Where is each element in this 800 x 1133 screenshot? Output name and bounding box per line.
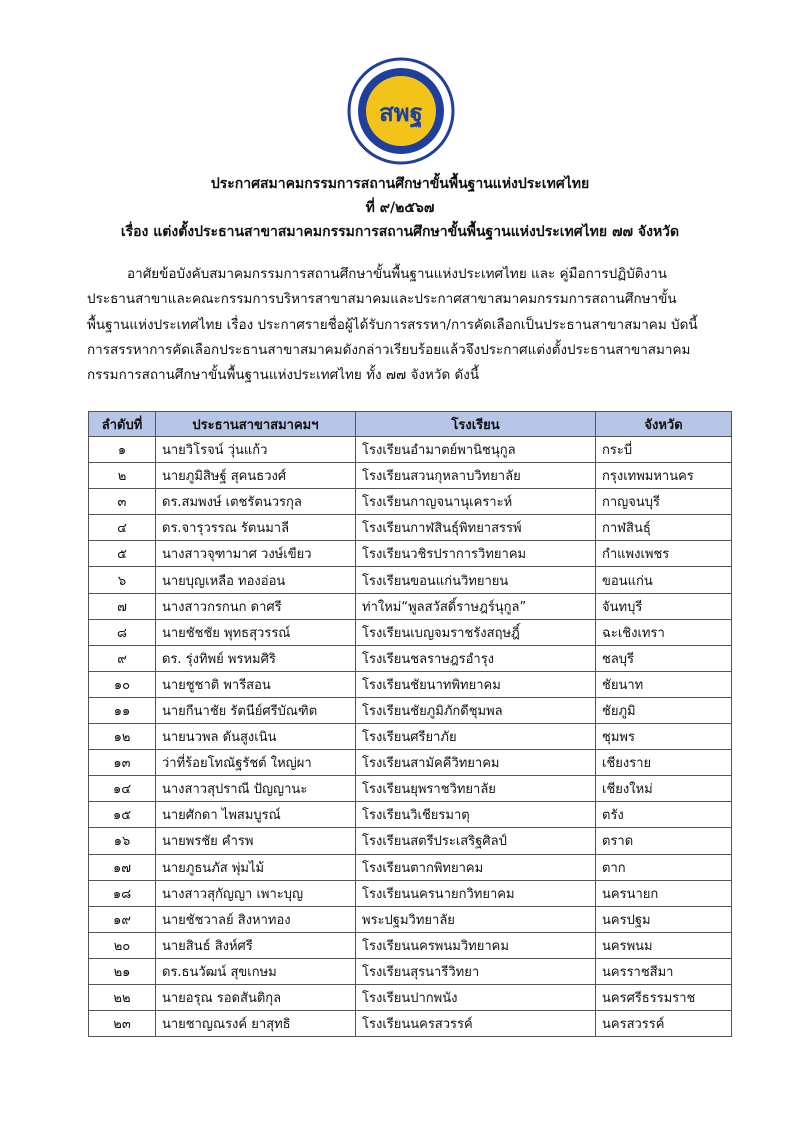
body-line: การสรรหาการคัดเลือกประธานสาขาสมาคมดังกล่าวเรียบร้อยแล้วจึงประกาศแต่งตั้งประธานสาขาสมาคม bbox=[87, 341, 691, 358]
row-province: นครนายก bbox=[596, 880, 732, 906]
announcement-number: ที่ ๙/๒๕๖๗ bbox=[365, 200, 435, 216]
table-row bbox=[89, 697, 732, 723]
row-province: ชัยนาท bbox=[596, 671, 732, 697]
body-line: พื้นฐานแห่งประเทศไทย เรื่อง ประกาศรายชื่อผู้ได้รับการสรรหา/การคัดเลือกเป็นประธานสาขาสมาคม บัดนี้ bbox=[87, 316, 698, 333]
table-row bbox=[89, 645, 732, 671]
announcement-title: ประกาศสมาคมกรรมการสถานศึกษาขั้นพื้นฐานแห่งประเทศไทย bbox=[210, 176, 590, 192]
table-row bbox=[89, 906, 732, 932]
row-order: ๑ bbox=[89, 437, 156, 463]
body-line: ประธานสาขาและคณะกรรมการบริหารสาขาสมาคมและประกาศสาขาสมาคมกรรมการสถานศึกษาขั้น bbox=[87, 291, 677, 308]
row-school: โรงเรียนกาญจนานุเคราะห์ bbox=[356, 489, 596, 515]
table-row bbox=[89, 541, 732, 567]
row-order: ๑๓ bbox=[89, 750, 156, 776]
row-order: ๑๗ bbox=[89, 854, 156, 880]
table-row bbox=[89, 828, 732, 854]
row-province: จันทบุรี bbox=[596, 593, 732, 619]
row-school: โรงเรียนศรียาภัย bbox=[356, 724, 596, 750]
table-row bbox=[89, 593, 732, 619]
row-province: ชลบุรี bbox=[596, 645, 732, 671]
row-president: ดร.สมพงษ์ เตชรัตนวรกุล bbox=[156, 489, 356, 515]
row-order: ๕ bbox=[89, 541, 156, 567]
row-president: นายชูชาติ พารีสอน bbox=[156, 671, 356, 697]
header-province: จังหวัด bbox=[596, 412, 732, 437]
table-body bbox=[89, 437, 732, 1037]
table-row bbox=[89, 515, 732, 541]
table-row bbox=[89, 619, 732, 645]
row-province: ชุมพร bbox=[596, 724, 732, 750]
row-school: ท่าใหม่“พูลสวัสดิ์ราษฎร์นุกูล” bbox=[356, 593, 596, 619]
row-province: กำแพงเพชร bbox=[596, 541, 732, 567]
logo-text: สพฐ bbox=[379, 99, 423, 127]
row-president: นางสาวกรกนก ดาศรี bbox=[156, 593, 356, 619]
row-order: ๒ bbox=[89, 463, 156, 489]
row-order: ๒๓ bbox=[89, 1011, 156, 1037]
row-school: โรงเรียนสวนกุหลาบวิทยาลัย bbox=[356, 463, 596, 489]
row-order: ๒๒ bbox=[89, 984, 156, 1010]
row-order: ๖ bbox=[89, 567, 156, 593]
row-school: โรงเรียนนครนายกวิทยาคม bbox=[356, 880, 596, 906]
row-order: ๗ bbox=[89, 593, 156, 619]
row-order: ๑๒ bbox=[89, 724, 156, 750]
row-order: ๑๐ bbox=[89, 671, 156, 697]
row-order: ๑๕ bbox=[89, 802, 156, 828]
table-row bbox=[89, 567, 732, 593]
row-province: ฉะเชิงเทรา bbox=[596, 619, 732, 645]
row-order: ๘ bbox=[89, 619, 156, 645]
table-row bbox=[89, 489, 732, 515]
row-president: นายบุญเหลือ ทองอ่อน bbox=[156, 567, 356, 593]
row-order: ๑๔ bbox=[89, 776, 156, 802]
row-school: โรงเรียนวิเชียรมาตุ bbox=[356, 802, 596, 828]
row-president: นายนวพล ดันสูงเนิน bbox=[156, 724, 356, 750]
row-province: กาฬสินธุ์ bbox=[596, 515, 732, 541]
row-order: ๙ bbox=[89, 645, 156, 671]
row-province: ตราด bbox=[596, 828, 732, 854]
table-row bbox=[89, 463, 732, 489]
row-president: นายวิโรจน์ วุ่นแก้ว bbox=[156, 437, 356, 463]
row-province: ชัยภูมิ bbox=[596, 697, 732, 723]
row-order: ๑๙ bbox=[89, 906, 156, 932]
row-president: ดร. รุ่งทิพย์ พรหมศิริ bbox=[156, 645, 356, 671]
row-president: นายพรชัย คำรพ bbox=[156, 828, 356, 854]
announcement-body bbox=[87, 262, 727, 388]
row-president: นางสาวสุกัญญา เพาะบุญ bbox=[156, 880, 356, 906]
row-order: ๑๖ bbox=[89, 828, 156, 854]
table-row bbox=[89, 671, 732, 697]
row-school: โรงเรียนกาฬสินธุ์พิทยาสรรพ์ bbox=[356, 515, 596, 541]
row-province: ตรัง bbox=[596, 802, 732, 828]
row-province: นครพนม bbox=[596, 932, 732, 958]
table-row bbox=[89, 750, 732, 776]
row-province: ขอนแก่น bbox=[596, 567, 732, 593]
seal-icon bbox=[347, 57, 455, 165]
body-line: อาศัยข้อบังคับสมาคมกรรมการสถานศึกษาขั้นพื้นฐานแห่งประเทศไทย และ คู่มือการปฏิบัติงาน bbox=[127, 266, 667, 282]
row-school: โรงเรียนตากพิทยาคม bbox=[356, 854, 596, 880]
row-president: นายชัชวาลย์ สิงหาทอง bbox=[156, 906, 356, 932]
row-school: โรงเรียนขอนแก่นวิทยายน bbox=[356, 567, 596, 593]
row-school: โรงเรียนสุรนารีวิทยา bbox=[356, 958, 596, 984]
logo-seal bbox=[347, 57, 455, 165]
row-school: โรงเรียนชัยภูมิภักดีชุมพล bbox=[356, 697, 596, 723]
row-order: ๒๐ bbox=[89, 932, 156, 958]
row-school: โรงเรียนนครสวรรค์ bbox=[356, 1011, 596, 1037]
row-order: ๓ bbox=[89, 489, 156, 515]
row-order: ๑๑ bbox=[89, 697, 156, 723]
row-school: โรงเรียนสามัคคีวิทยาคม bbox=[356, 750, 596, 776]
row-order: ๑๘ bbox=[89, 880, 156, 906]
row-president: นายอรุณ รอดสันติกุล bbox=[156, 984, 356, 1010]
table-header-row bbox=[89, 412, 732, 437]
table-row bbox=[89, 854, 732, 880]
row-province: กระบี่ bbox=[596, 437, 732, 463]
row-province: นครปฐม bbox=[596, 906, 732, 932]
row-school: โรงเรียนวชิรปราการวิทยาคม bbox=[356, 541, 596, 567]
row-province: กาญจนบุรี bbox=[596, 489, 732, 515]
row-president: ว่าที่ร้อยโทณัฐรัชต์ ใหญ่ผา bbox=[156, 750, 356, 776]
header-order: ลำดับที่ bbox=[89, 412, 156, 437]
row-order: ๒๑ bbox=[89, 958, 156, 984]
table-row bbox=[89, 724, 732, 750]
row-province: ตาก bbox=[596, 854, 732, 880]
row-province: นครราชสีมา bbox=[596, 958, 732, 984]
row-province: เชียงราย bbox=[596, 750, 732, 776]
table-row bbox=[89, 1011, 732, 1037]
row-president: นายชาญณรงค์ ยาสุทธิ bbox=[156, 1011, 356, 1037]
header-president: ประธานสาขาสมาคมฯ bbox=[156, 412, 356, 437]
row-president: นายสินธ์ สิงห์ศรี bbox=[156, 932, 356, 958]
row-school: โรงเรียนปากพนัง bbox=[356, 984, 596, 1010]
row-president: นายภูธนภัส พุ่มไม้ bbox=[156, 854, 356, 880]
table-row bbox=[89, 880, 732, 906]
row-school: โรงเรียนนครพนมวิทยาคม bbox=[356, 932, 596, 958]
row-province: นครสวรรค์ bbox=[596, 1011, 732, 1037]
table-row bbox=[89, 984, 732, 1010]
row-school: พระปฐมวิทยาลัย bbox=[356, 906, 596, 932]
row-president: นายชัชชัย พุทธสุวรรณ์ bbox=[156, 619, 356, 645]
row-president: นายกีนาชัย รัตนีย์ศรีบัณฑิต bbox=[156, 697, 356, 723]
appointee-table bbox=[88, 411, 732, 1037]
row-school: โรงเรียนชลราษฎรอำรุง bbox=[356, 645, 596, 671]
row-school: โรงเรียนสตรีประเสริฐศิลป์ bbox=[356, 828, 596, 854]
row-school: โรงเรียนเบญจมราชรังสฤษฎิ์ bbox=[356, 619, 596, 645]
row-president: นายศักดา ไพสมบูรณ์ bbox=[156, 802, 356, 828]
row-province: กรุงเทพมหานคร bbox=[596, 463, 732, 489]
row-order: ๔ bbox=[89, 515, 156, 541]
header-school: โรงเรียน bbox=[356, 412, 596, 437]
row-school: โรงเรียนชัยนาทพิทยาคม bbox=[356, 671, 596, 697]
row-province: เชียงใหม่ bbox=[596, 776, 732, 802]
row-president: ดร.จารุวรรณ รัตนมาลี bbox=[156, 515, 356, 541]
table-row bbox=[89, 437, 732, 463]
row-president: ดร.ธนวัฒน์ สุขเกษม bbox=[156, 958, 356, 984]
announcement-subject: เรื่อง แต่งตั้งประธานสาขาสมาคมกรรมการสถานศึกษาขั้นพื้นฐานแห่งประเทศไทย ๗๗ จังหวัด bbox=[120, 224, 680, 240]
row-school: โรงเรียนยุพราชวิทยาลัย bbox=[356, 776, 596, 802]
row-president: นางสาวสุปราณี ปัญญานะ bbox=[156, 776, 356, 802]
table-row bbox=[89, 932, 732, 958]
body-line: กรรมการสถานศึกษาขั้นพื้นฐานแห่งประเทศไทย ทั้ง ๗๗ จังหวัด ดังนี้ bbox=[87, 367, 480, 384]
row-school: โรงเรียนอำมาตย์พานิชนุกูล bbox=[356, 437, 596, 463]
table-row bbox=[89, 802, 732, 828]
table-row bbox=[89, 776, 732, 802]
row-province: นครศรีธรรมราช bbox=[596, 984, 732, 1010]
row-president: นายภูมิสิษฐ์ สุคนธวงศ์ bbox=[156, 463, 356, 489]
table-row bbox=[89, 958, 732, 984]
row-president: นางสาวจุฑามาศ วงษ์เขียว bbox=[156, 541, 356, 567]
